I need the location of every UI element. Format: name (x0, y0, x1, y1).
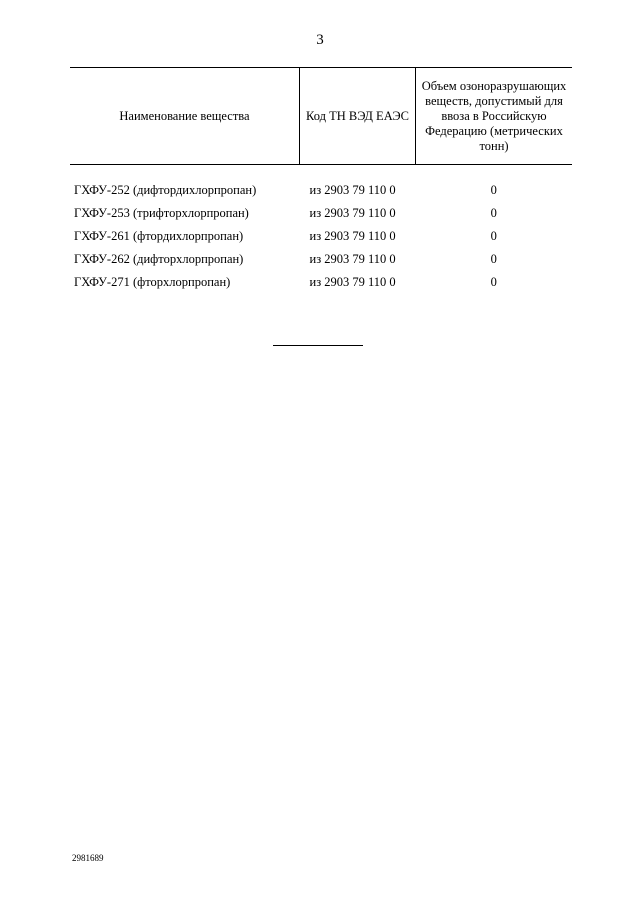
table-row (70, 271, 572, 294)
table-spacer-row (70, 165, 572, 180)
substance-volume-cell: 0 (490, 206, 497, 220)
substance-volume-cell: 0 (490, 229, 497, 243)
substance-volume-cell: 0 (490, 183, 497, 197)
table-row (70, 225, 572, 248)
substance-name-cell: ГХФУ-261 (фтордихлорпропан) (74, 229, 244, 243)
substance-name-cell: ГХФУ-252 (дифтордихлорпропан) (74, 183, 257, 197)
table-header-row (70, 68, 572, 165)
substance-name-cell: ГХФУ-262 (дифторхлорпропан) (74, 252, 244, 266)
table-row (70, 179, 572, 202)
substance-volume-cell: 0 (490, 275, 497, 289)
header-tn-ved-code: Код ТН ВЭД ЕАЭС (300, 68, 416, 165)
substance-name-cell: ГХФУ-253 (трифторхлорпропан) (74, 206, 249, 220)
substance-code-cell: из 2903 79 110 0 (309, 252, 396, 266)
substance-volume-cell: 0 (490, 252, 497, 266)
header-allowed-volume: Объем озоноразрушающих веществ, допустимый для ввоза в Российскую Федерацию (метрических тонн) (416, 68, 573, 165)
substance-code-cell: из 2903 79 110 0 (309, 183, 396, 197)
substance-code-cell: из 2903 79 110 0 (309, 229, 396, 243)
substance-code-cell: из 2903 79 110 0 (309, 206, 396, 220)
substances-table-container (70, 67, 567, 294)
document-id: 2981689 (72, 853, 104, 863)
page-number: 3 (316, 32, 324, 48)
table-row (70, 202, 572, 225)
substance-code-cell: из 2903 79 110 0 (309, 275, 396, 289)
table-row (70, 248, 572, 271)
end-of-document-divider (273, 345, 363, 346)
header-substance-name: Наименование вещества (70, 68, 300, 165)
substance-name-cell: ГХФУ-271 (фторхлорпропан) (74, 275, 231, 289)
substances-table (70, 67, 572, 294)
